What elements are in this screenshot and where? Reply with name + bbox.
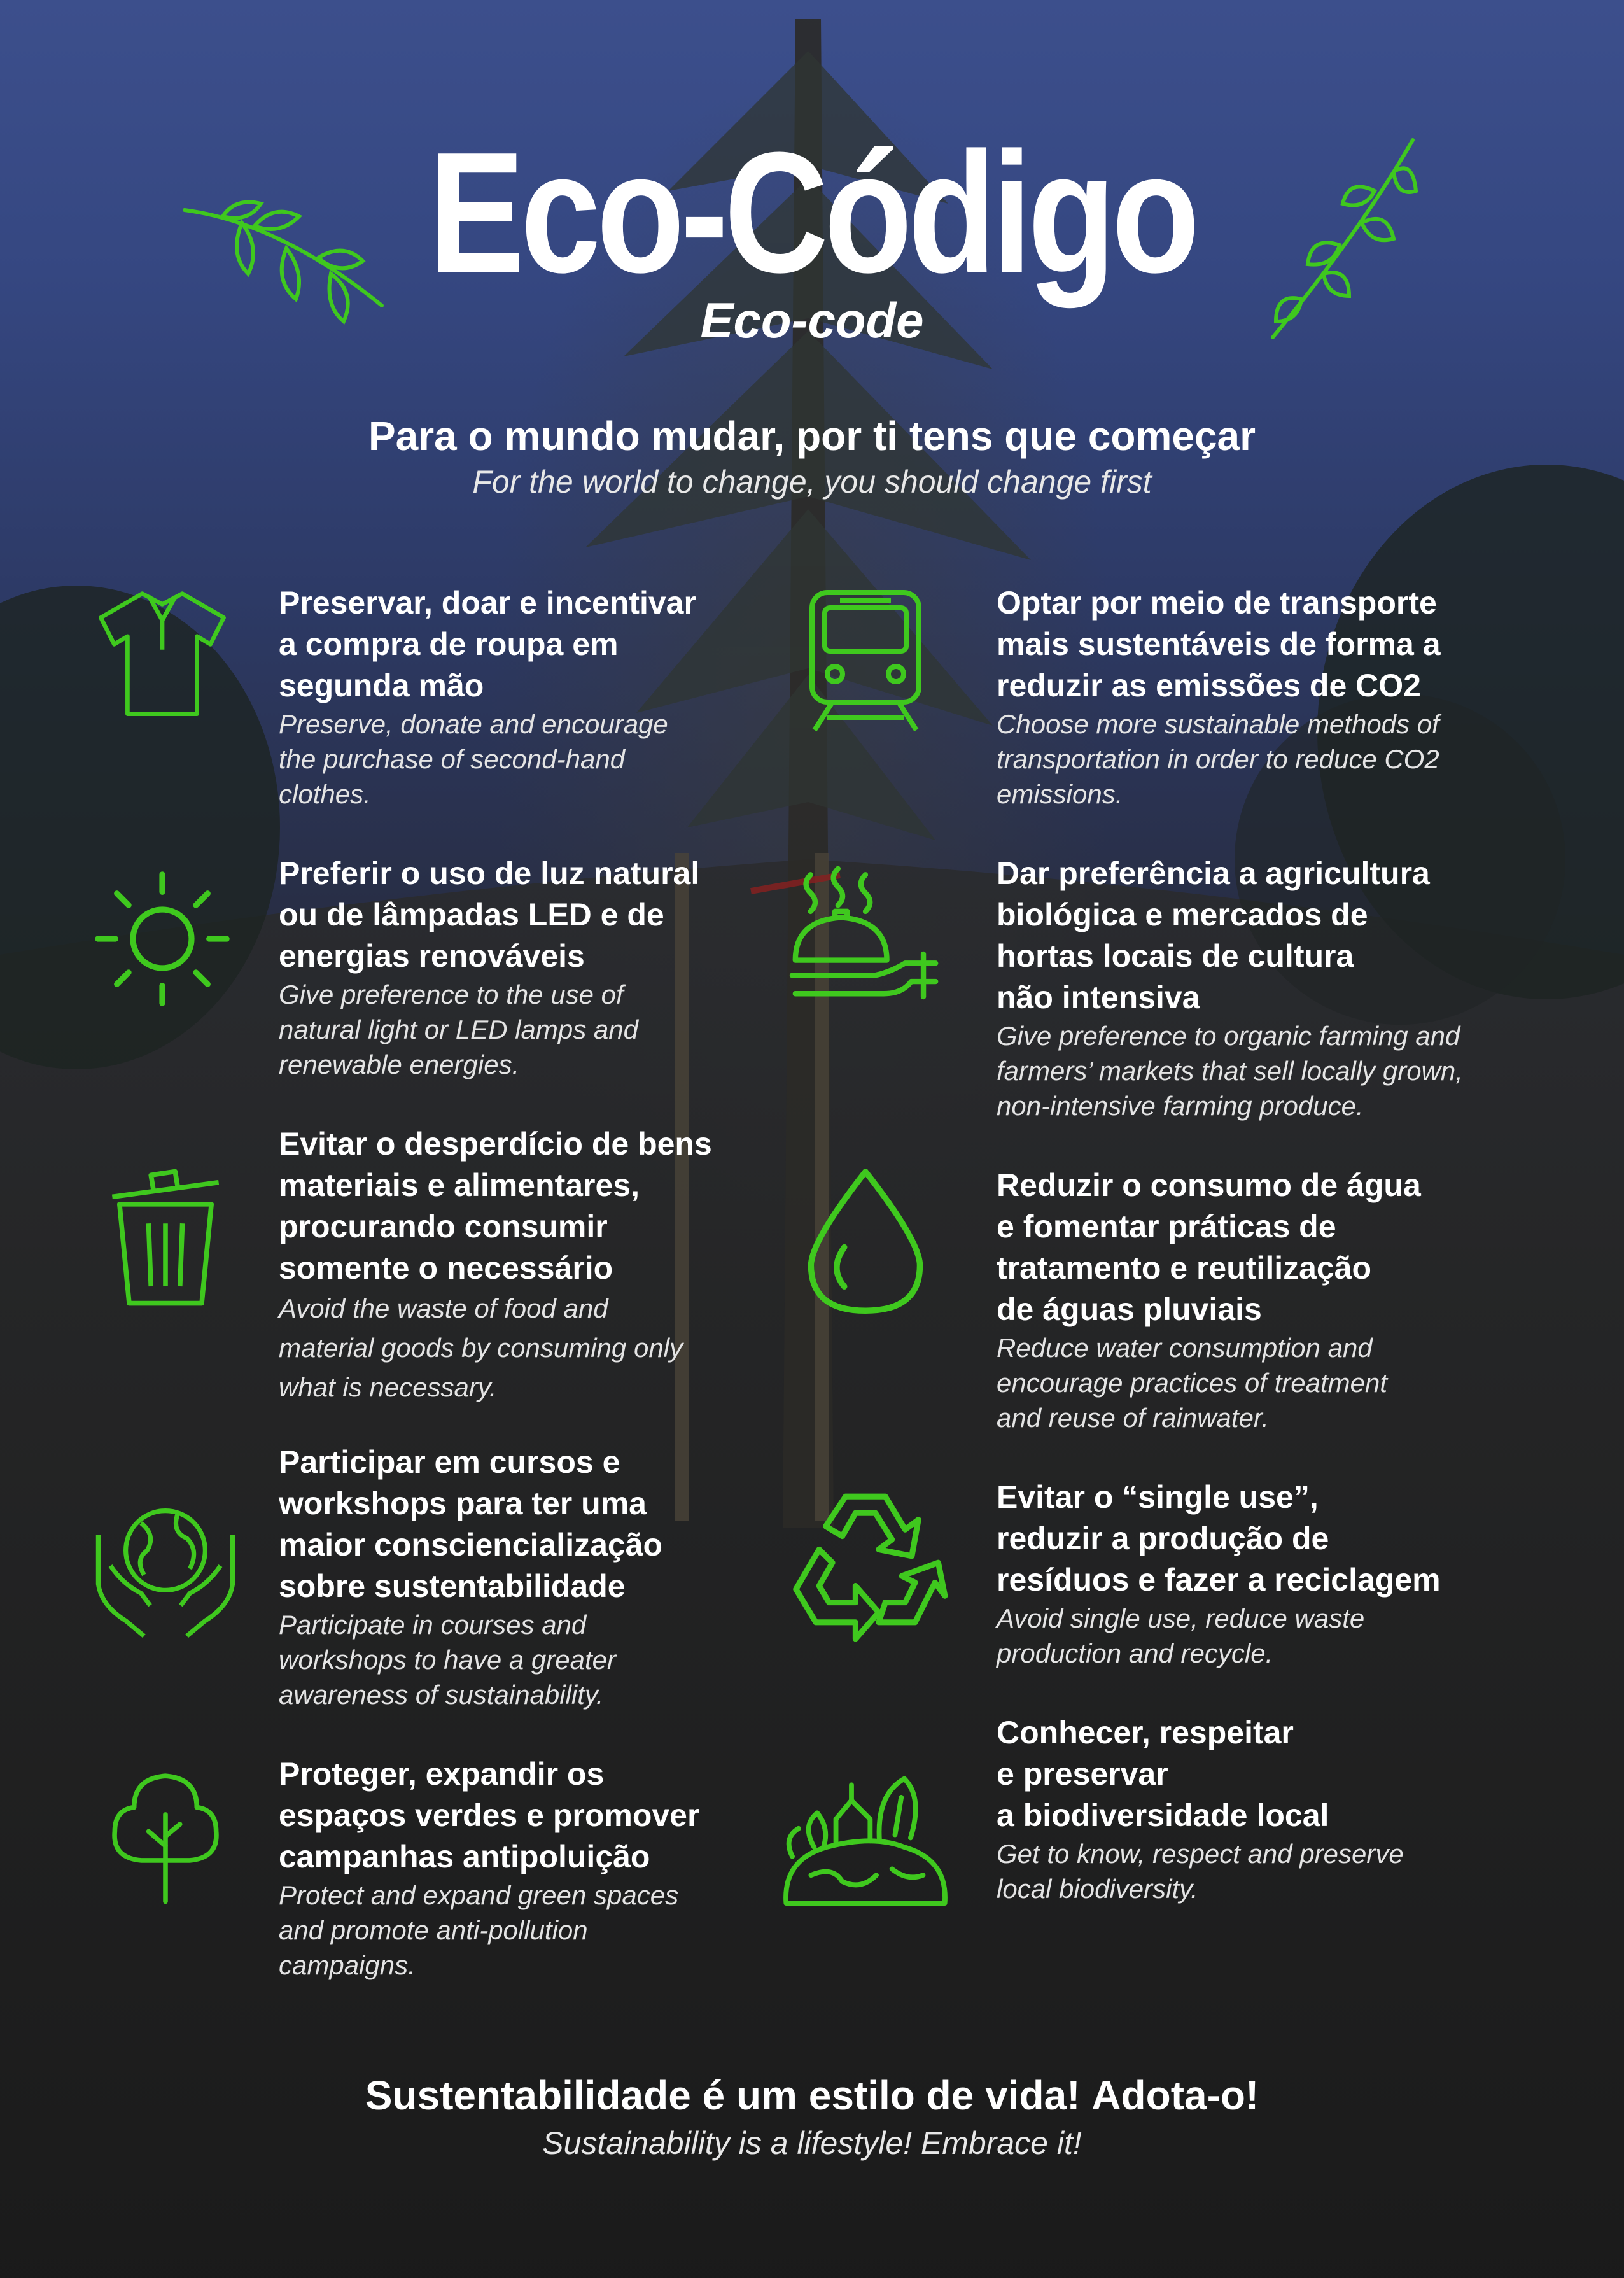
recycle-icon [783, 1483, 948, 1636]
item-title: Evitar o “single use”, reduzir a produção de resíduos e fazer a reciclagem [997, 1479, 1441, 1598]
shirt-icon [95, 586, 229, 719]
eco-item-agriculture [997, 853, 1569, 1123]
item-description: Participate in courses and workshops to have a greater awareness of sustainability. [279, 1610, 616, 1710]
item-description: Give preference to organic farming and farmers’ markets that sell locally grown, non-intensive farming produce. [997, 1021, 1463, 1121]
eco-item-recycle [997, 1477, 1569, 1671]
water-drop-icon [805, 1165, 926, 1318]
item-description: Choose more sustainable methods of transportation in order to reduce CO2 emissions. [997, 709, 1439, 809]
eco-item-green-spaces [279, 1754, 762, 1983]
item-title: Participar em cursos e workshops para ter uma maior consciencialização sobre sustentabilidade [279, 1444, 663, 1604]
item-description: Protect and expand green spaces and promote anti-pollution campaigns. [279, 1880, 679, 1980]
eco-item-waste [279, 1123, 762, 1407]
item-title: Conhecer, respeitar e preservar a biodiversidade local [997, 1715, 1329, 1833]
item-title: Preservar, doar e incentivar a compra de roupa em segunda mão [279, 585, 696, 703]
eco-item-water [997, 1165, 1569, 1435]
motto-portuguese: Para o mundo mudar, por ti tens que começar [368, 413, 1256, 459]
footer-slogan-english: Sustainability is a lifestyle! Embrace it! [542, 2125, 1082, 2161]
item-description: Reduce water consumption and encourage practices of treatment and reuse of rainwater. [997, 1333, 1388, 1433]
eco-item-transport [997, 582, 1569, 812]
item-description: Preserve, donate and encourage the purchase of second-hand clothes. [279, 709, 668, 809]
item-description: Avoid the waste of food and material goods by consuming only what is necessary. [279, 1293, 683, 1402]
item-description: Get to know, respect and preserve local biodiversity. [997, 1839, 1404, 1904]
footer-slogan: Sustentabilidade é um estilo de vida! Adota-o! [365, 2072, 1259, 2118]
eco-item-courses [279, 1442, 762, 1712]
eco-item-clothes [279, 582, 762, 812]
poster-title: Eco-Código [428, 117, 1196, 309]
globe-hands-icon [89, 1489, 242, 1642]
item-title: Preferir o uso de luz natural ou de lâmpadas LED e de energias renováveis [279, 855, 700, 974]
item-description: Give preference to the use of natural light or LED lamps and renewable energies. [279, 980, 638, 1079]
motto-english: For the world to change, you should change first [472, 464, 1152, 500]
item-title: Dar preferência a agricultura biológica e mercados de hortas locais de cultura não intensiva [997, 855, 1430, 1015]
item-title: Reduzir o consumo de água e fomentar práticas de tratamento e reutilização de águas pluviais [997, 1167, 1421, 1327]
sun-icon [89, 866, 235, 1012]
tree-icon [105, 1766, 226, 1906]
poster-subtitle: Eco-code [700, 292, 924, 348]
served-food-icon [789, 866, 942, 1012]
item-title: Optar por meio de transporte mais sustentáveis de forma a reduzir as emissões de CO2 [997, 585, 1441, 703]
item-title: Proteger, expandir os espaços verdes e promover campanhas antipoluição [279, 1756, 700, 1874]
eco-item-biodiversity [997, 1712, 1569, 1906]
train-icon [802, 582, 929, 735]
item-description: Avoid single use, reduce waste production and recycle. [997, 1603, 1365, 1668]
eco-item-light [279, 853, 762, 1082]
biodiversity-icon [780, 1766, 951, 1906]
trash-can-icon [105, 1165, 226, 1311]
item-title: Evitar o desperdício de bens materiais e alimentares, procurando consumir somente o necessário [279, 1126, 712, 1286]
